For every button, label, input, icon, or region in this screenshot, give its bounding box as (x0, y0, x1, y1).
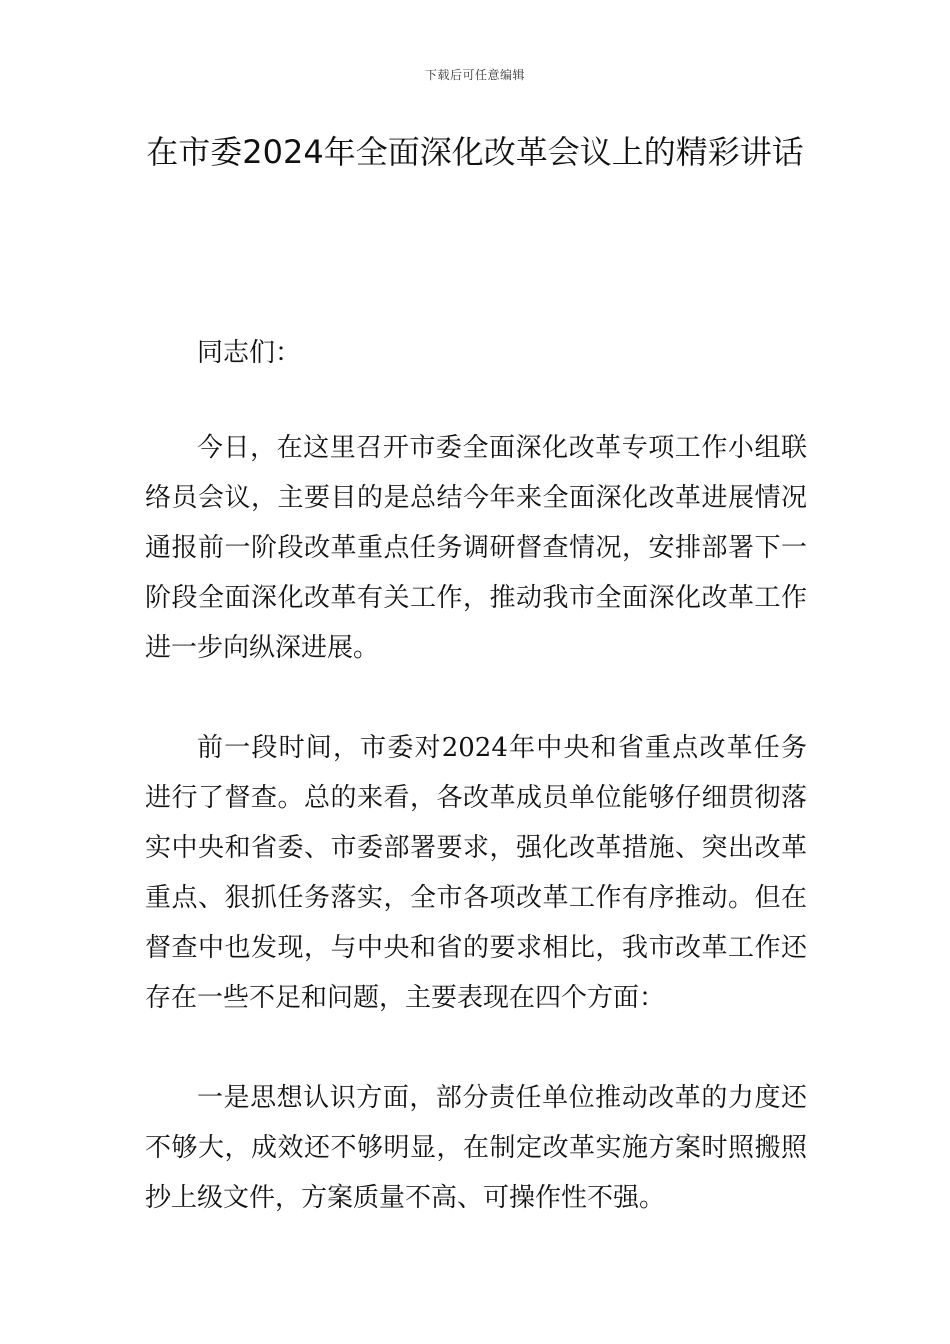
salutation: 同志们： (197, 338, 302, 368)
header-note: 下载后可任意编辑 (424, 68, 525, 82)
paragraph-2: 前一段时间，市委对2024年中央和省重点改革任务进行了督查。总的来看，各改革成员单位能够仔细贯彻落实中央和省委、市委部署要求，强化改革措施、突出改革重点、狠抓任务落实，全市各项改革工作有序推动。但在督查中也发现，与中央和省的要求相比，我市改革工作还存在一些不足和问题，主要表现在四个方面： (145, 733, 807, 1013)
paragraph-3: 一是思想认识方面，部分责任单位推动改革的力度还不够大，成效还不够明显，在制定改革实施方案时照搬照抄上级文件，方案质量不高、可操作性不强。 (145, 1083, 807, 1213)
paragraph-1: 今日，在这里召开市委全面深化改革专项工作小组联络员会议，主要目的是总结今年来全面深化改革进展情况通报前一阶段改革重点任务调研督查情况，安排部署下一阶段全面深化改革有关工作，推动我市全面深化改革工作进一步向纵深进展。 (145, 433, 807, 663)
document-title: 在市委2024年全面深化改革会议上的精彩讲话 (146, 133, 804, 171)
